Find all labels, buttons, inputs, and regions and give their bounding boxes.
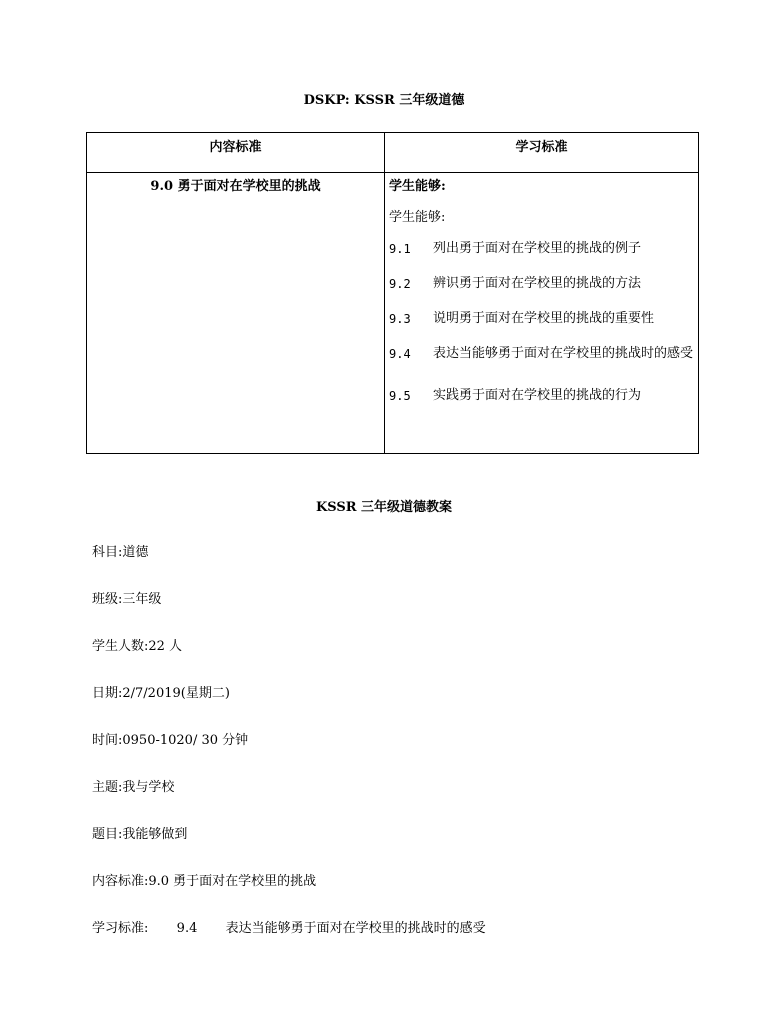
learning-item-text: 说明勇于面对在学校里的挑战的重要性 bbox=[433, 311, 655, 326]
plan-learning-label: 学习标准: bbox=[92, 921, 149, 936]
learning-item bbox=[389, 274, 694, 294]
learning-item-text: 表达当能够勇于面对在学校里的挑战时的感受 bbox=[433, 346, 694, 361]
lesson-plan-title: KSSR 三年级道德教案 bbox=[315, 500, 453, 515]
plan-subject: 科目:道德 bbox=[92, 545, 149, 560]
standards-table bbox=[86, 132, 699, 454]
learning-heading: 学生能够: bbox=[389, 179, 446, 194]
content-standard-header: 内容标准 bbox=[87, 133, 385, 173]
plan-content-standard: 内容标准:9.0 勇于面对在学校里的挑战 bbox=[92, 874, 317, 889]
plan-topic: 题目:我能够做到 bbox=[92, 827, 188, 842]
dskp-title: DSKP: KSSR 三年级道德 bbox=[303, 93, 465, 108]
learning-item bbox=[389, 344, 694, 371]
plan-class: 班级:三年级 bbox=[92, 592, 162, 607]
learning-item-text: 实践勇于面对在学校里的挑战的行为 bbox=[433, 388, 642, 403]
learning-item bbox=[389, 386, 694, 406]
plan-date: 日期:2/7/2019(星期二) bbox=[92, 686, 230, 701]
plan-learning-text: 表达当能够勇于面对在学校里的挑战时的感受 bbox=[225, 921, 486, 936]
learning-item-text: 辨识勇于面对在学校里的挑战的方法 bbox=[433, 276, 642, 291]
content-standard-cell: 9.0 勇于面对在学校里的挑战 bbox=[87, 173, 385, 454]
learning-standard-cell bbox=[385, 173, 699, 454]
plan-theme: 主题:我与学校 bbox=[92, 780, 175, 795]
learning-item-number: 9.4 bbox=[389, 347, 411, 361]
lesson-plan-details bbox=[92, 541, 692, 964]
learning-item bbox=[389, 309, 694, 329]
learning-subheading: 学生能够: bbox=[389, 210, 446, 225]
plan-time: 时间:0950-1020/ 30 分钟 bbox=[92, 733, 249, 748]
plan-students: 学生人数:22 人 bbox=[92, 639, 183, 654]
plan-learning-number: 9.4 bbox=[176, 921, 198, 936]
table-row bbox=[87, 173, 699, 454]
learning-item-number: 9.3 bbox=[389, 312, 411, 326]
learning-standard-header: 学习标准 bbox=[385, 133, 699, 173]
table-header-row bbox=[87, 133, 699, 173]
learning-item-number: 9.1 bbox=[389, 242, 411, 256]
learning-item bbox=[389, 239, 694, 259]
learning-item-text: 列出勇于面对在学校里的挑战的例子 bbox=[433, 241, 642, 256]
plan-learning-standard bbox=[92, 917, 692, 964]
learning-item-number: 9.5 bbox=[389, 389, 411, 403]
learning-item-number: 9.2 bbox=[389, 277, 411, 291]
